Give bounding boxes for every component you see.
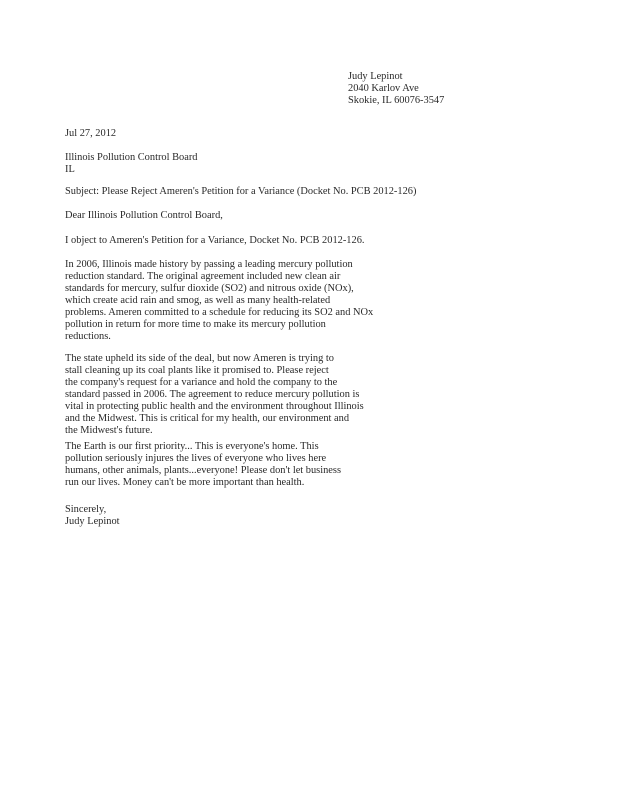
subject-line xyxy=(65,186,416,198)
paragraph-line: standard passed in 2006. The agreement to reduce mercury pollution is xyxy=(65,389,360,400)
paragraph-line: In 2006, Illinois made history by passing a leading mercury pollution xyxy=(65,259,353,270)
body-paragraph-3 xyxy=(65,441,341,489)
paragraph-line: The Earth is our first priority... This is everyone's home. This xyxy=(65,441,319,452)
date-text: Jul 27, 2012 xyxy=(65,128,117,139)
paragraph-line: problems. Ameren committed to a schedule for reducing its SO2 and NOx xyxy=(65,307,374,318)
closing-block xyxy=(65,504,120,528)
recipient-name: Illinois Pollution Control Board xyxy=(65,152,198,163)
recipient-state: IL xyxy=(65,164,75,175)
recipient-address xyxy=(65,152,198,176)
paragraph-line: humans, other animals, plants...everyone! Please don't let business xyxy=(65,465,342,476)
paragraph-line: The state upheld its side of the deal, but now Ameren is trying to xyxy=(65,353,334,364)
paragraph-line: pollution seriously injures the lives of everyone who lives here xyxy=(65,453,327,464)
paragraph-line: the company's request for a variance and hold the company to the xyxy=(65,377,338,388)
objection-statement xyxy=(65,235,365,247)
paragraph-line: run our lives. Money can't be more important than health. xyxy=(65,477,305,488)
paragraph-line: reduction standard. The original agreement included new clean air xyxy=(65,271,341,282)
valediction: Sincerely, xyxy=(65,504,107,515)
objection-text: I object to Ameren's Petition for a Variance, Docket No. PCB 2012-126. xyxy=(65,235,365,246)
paragraph-line: pollution in return for more time to make its mercury pollution xyxy=(65,319,326,330)
paragraph-line: which create acid rain and smog, as well as many health-related xyxy=(65,295,331,306)
body-paragraph-1 xyxy=(65,259,373,343)
body-paragraph-2 xyxy=(65,353,364,437)
sender-address xyxy=(348,71,444,107)
paragraph-line: vital in protecting public health and the environment throughout Illinois xyxy=(65,401,364,412)
subject-text: Subject: Please Reject Ameren's Petition for a Variance (Docket No. PCB 2012-126) xyxy=(65,186,417,197)
paragraph-line: stall cleaning up its coal plants like it promised to. Please reject xyxy=(65,365,329,376)
salutation-text: Dear Illinois Pollution Control Board, xyxy=(65,210,223,221)
paragraph-line: standards for mercury, sulfur dioxide (SO2) and nitrous oxide (NOx), xyxy=(65,283,354,294)
letter-date xyxy=(65,128,116,140)
signature-name: Judy Lepinot xyxy=(65,516,120,527)
sender-name: Judy Lepinot xyxy=(348,71,403,82)
sender-street: 2040 Karlov Ave xyxy=(348,83,419,94)
paragraph-line: reductions. xyxy=(65,331,111,342)
paragraph-line: the Midwest's future. xyxy=(65,425,153,436)
paragraph-line: and the Midwest. This is critical for my health, our environment and xyxy=(65,413,350,424)
salutation xyxy=(65,210,223,222)
sender-city: Skokie, IL 60076-3547 xyxy=(348,95,445,106)
